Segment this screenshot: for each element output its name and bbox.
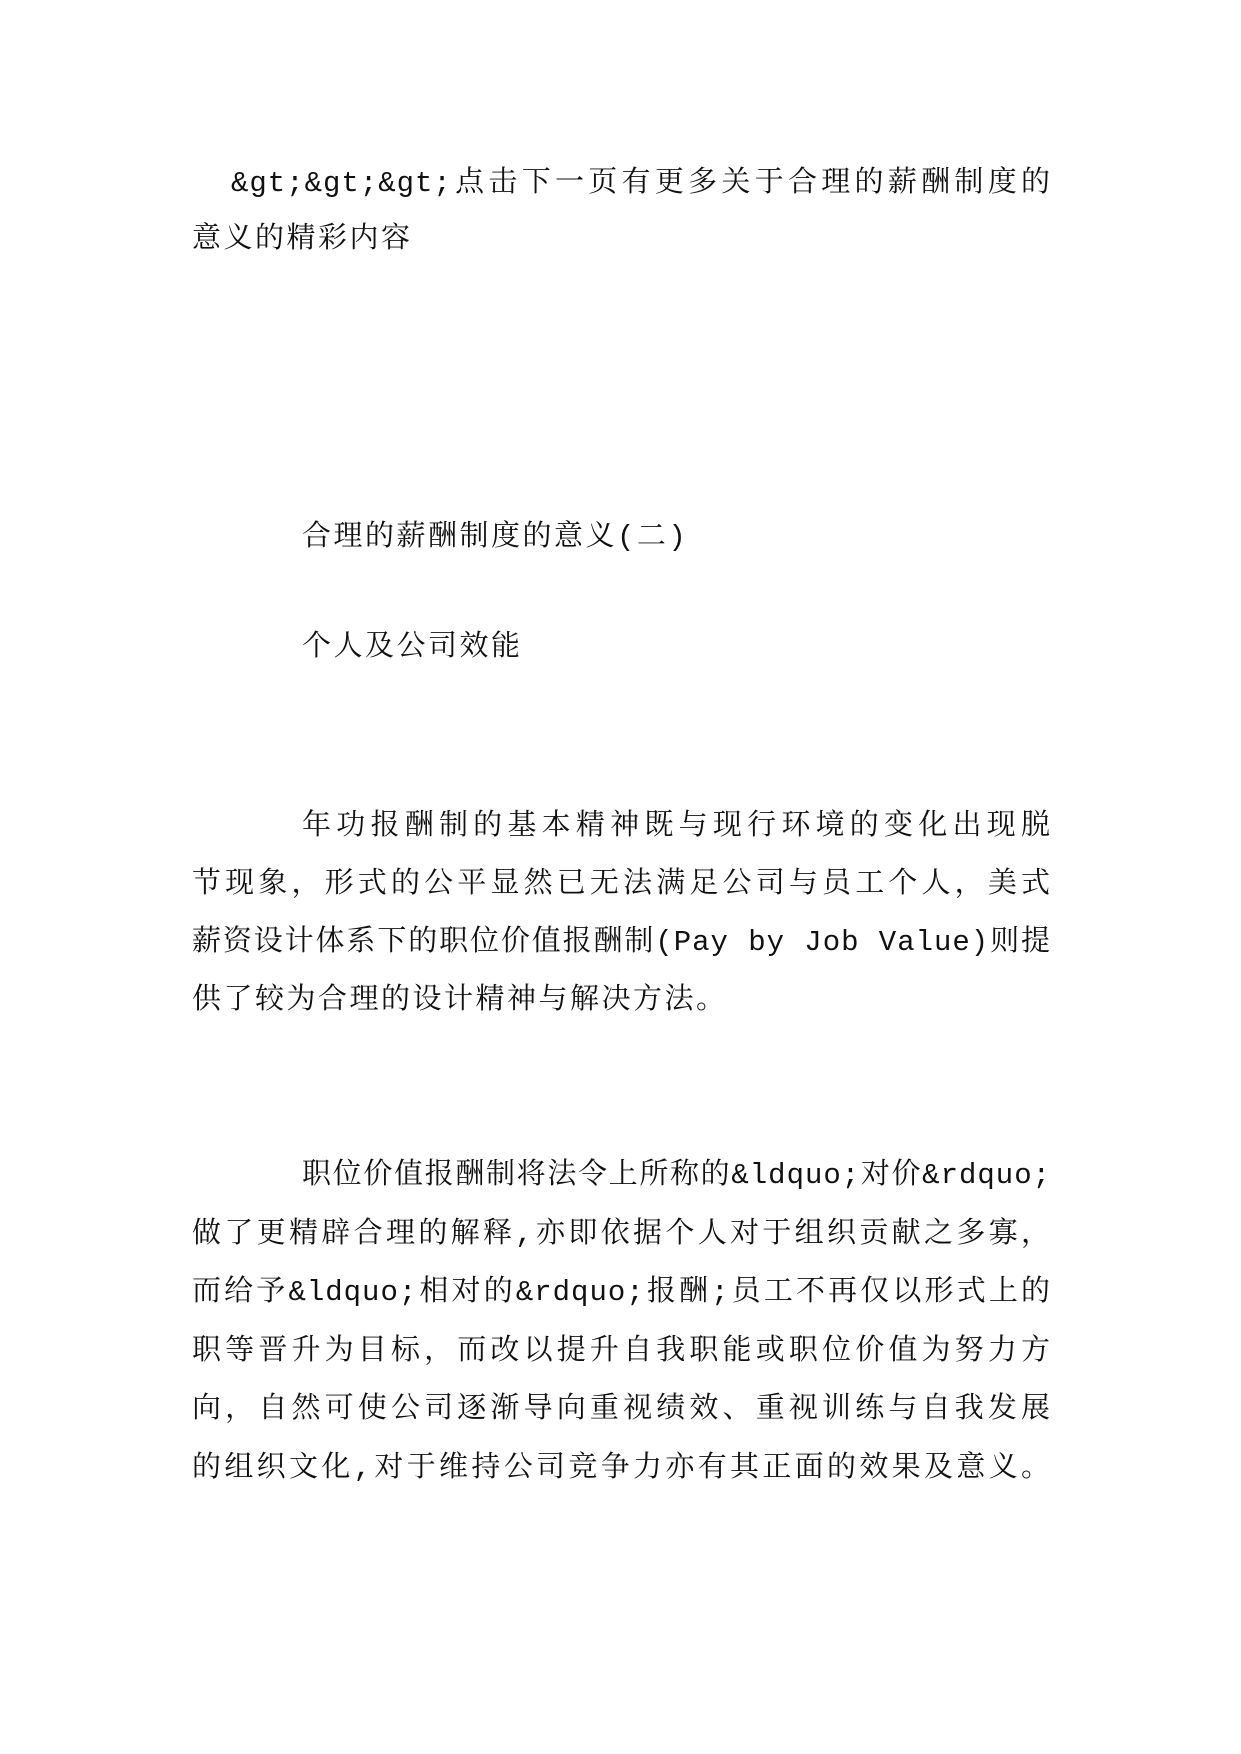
intro-note: [192, 156, 1051, 268]
section-heading: 合理的薪酬制度的意义(二): [302, 521, 689, 554]
paragraph-line: 做了更精辟合理的解释,亦即依据个人对于组织贡献之多寡，: [192, 1217, 1051, 1251]
section-subheading-block: [302, 619, 1051, 677]
section-subheading: 个人及公司效能: [302, 631, 523, 664]
paragraph-line: 而给予&ldquo;相对的&rdquo;报酬;员工不再仅以形式上的: [192, 1276, 1051, 1309]
paragraph-line: 年功报酬制的基本精神既与现行环境的变化出现脱: [302, 810, 1051, 843]
paragraph-line: 薪资设计体系下的职位价值报酬制(Pay by Job Value)则提: [192, 926, 1051, 959]
paragraph-2: [192, 1147, 1051, 1498]
paragraph-line: 职等晋升为目标，而改以提升自我职能或职位价值为努力方: [192, 1334, 1051, 1368]
section-heading-block: [302, 509, 1051, 567]
paragraph-1: [192, 798, 1051, 1030]
paragraph-line: 职位价值报酬制将法令上所称的&ldquo;对价&rdquo;: [302, 1159, 1051, 1192]
paragraph-line: 节现象，形式的公平显然已无法满足公司与员工个人，美式: [192, 868, 1051, 901]
intro-line-2: 意义的精彩内容: [192, 223, 413, 256]
intro-line-1: &gt;&gt;&gt;点击下一页有更多关于合理的薪酬制度的: [231, 167, 1051, 200]
paragraph-line: 的组织文化,对于维持公司竞争力亦有其正面的效果及意义。: [192, 1451, 1051, 1485]
paragraph-line: 向，自然可使公司逐渐导向重视绩效、重视训练与自我发展: [192, 1393, 1051, 1426]
paragraph-line: 供了较为合理的设计精神与解决方法。: [192, 984, 728, 1017]
